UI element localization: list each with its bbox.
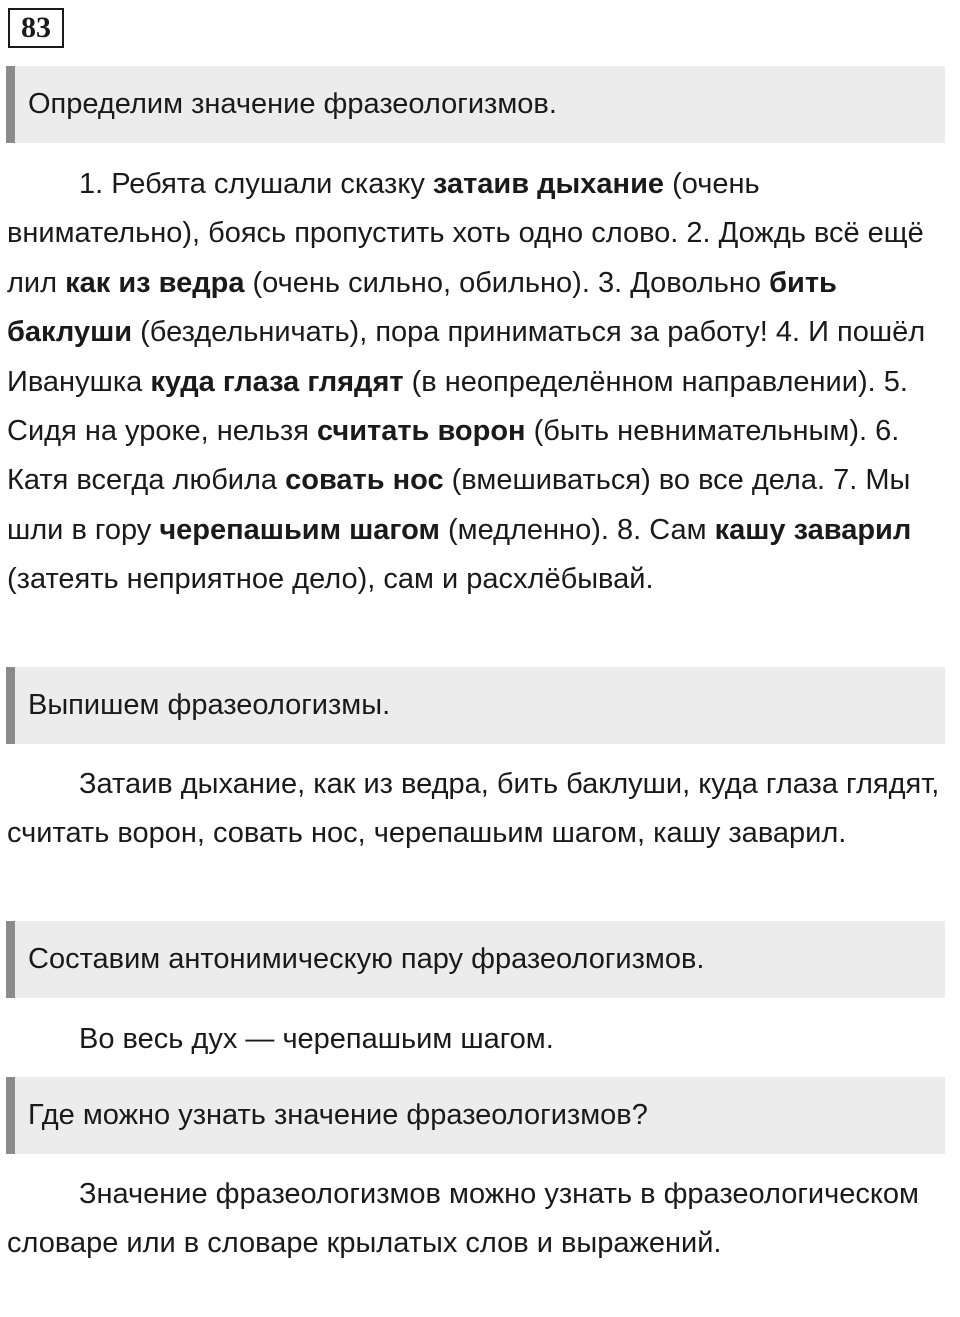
text-run: (очень сильно, обильно). 3. Довольно <box>244 266 770 299</box>
phraseologism-highlight: затаив дыхание <box>432 168 665 200</box>
text-run: Значение фразеологизмов можно узнать в фразеологическом словаре или в словаре крылатых слов и выражений. <box>7 1178 919 1260</box>
section-heading-2: Выпишем фразеологизмы. <box>6 667 945 744</box>
phraseologism-highlight: кашу заварил <box>714 513 912 546</box>
section-text-1 <box>7 160 952 605</box>
phraseologism-highlight: совать нос <box>285 464 444 497</box>
text-run: (бездельничать), пора приниматься за работу! 4. И пошёл Иванушка <box>7 316 926 398</box>
section-heading-3: Составим антонимическую пару фразеологизмов. <box>6 921 945 998</box>
text-run: 1. Ребята слушали сказку <box>79 168 433 200</box>
section-text-4 <box>7 1170 952 1269</box>
text-run: (вмешиваться) во все дела. 7. Мы шли в гору <box>7 464 911 546</box>
text-run: (затеять неприятное дело), сам и расхлёбывай. <box>7 563 654 596</box>
section-heading-4: Где можно узнать значение фразеологизмов? <box>6 1077 945 1154</box>
text-run: (медленно). 8. Сам <box>439 513 715 546</box>
section-text-2 <box>7 760 952 859</box>
section-heading-1: Определим значение фразеологизмов. <box>6 66 945 143</box>
text-run: (очень внимательно), боясь пропустить хоть одно слово. 2. Дождь всё ещё лил <box>7 168 924 299</box>
text-run: (в неопределённом направлении). 5. Сидя на уроке, нельзя <box>7 365 908 448</box>
section-text-3 <box>7 1015 952 1064</box>
phraseologism-highlight: куда глаза глядят <box>150 365 404 398</box>
task-number: 83 <box>8 8 64 48</box>
text-run: (быть невнимательным). 6. Катя всегда любила <box>7 415 900 497</box>
text-run: Затаив дыхание, как из ведра, бить баклуши, куда глаза глядят, считать ворон, совать нос, черепашьим шагом, кашу заварил. <box>7 768 940 850</box>
phraseologism-highlight: как из ведра <box>65 266 245 299</box>
phraseologism-highlight: черепашьим шагом <box>159 513 440 546</box>
phraseologism-highlight: бить баклуши <box>7 266 837 349</box>
phraseologism-highlight: считать ворон <box>316 415 526 448</box>
text-run: Во весь дух — черепашьим шагом. <box>79 1023 554 1055</box>
